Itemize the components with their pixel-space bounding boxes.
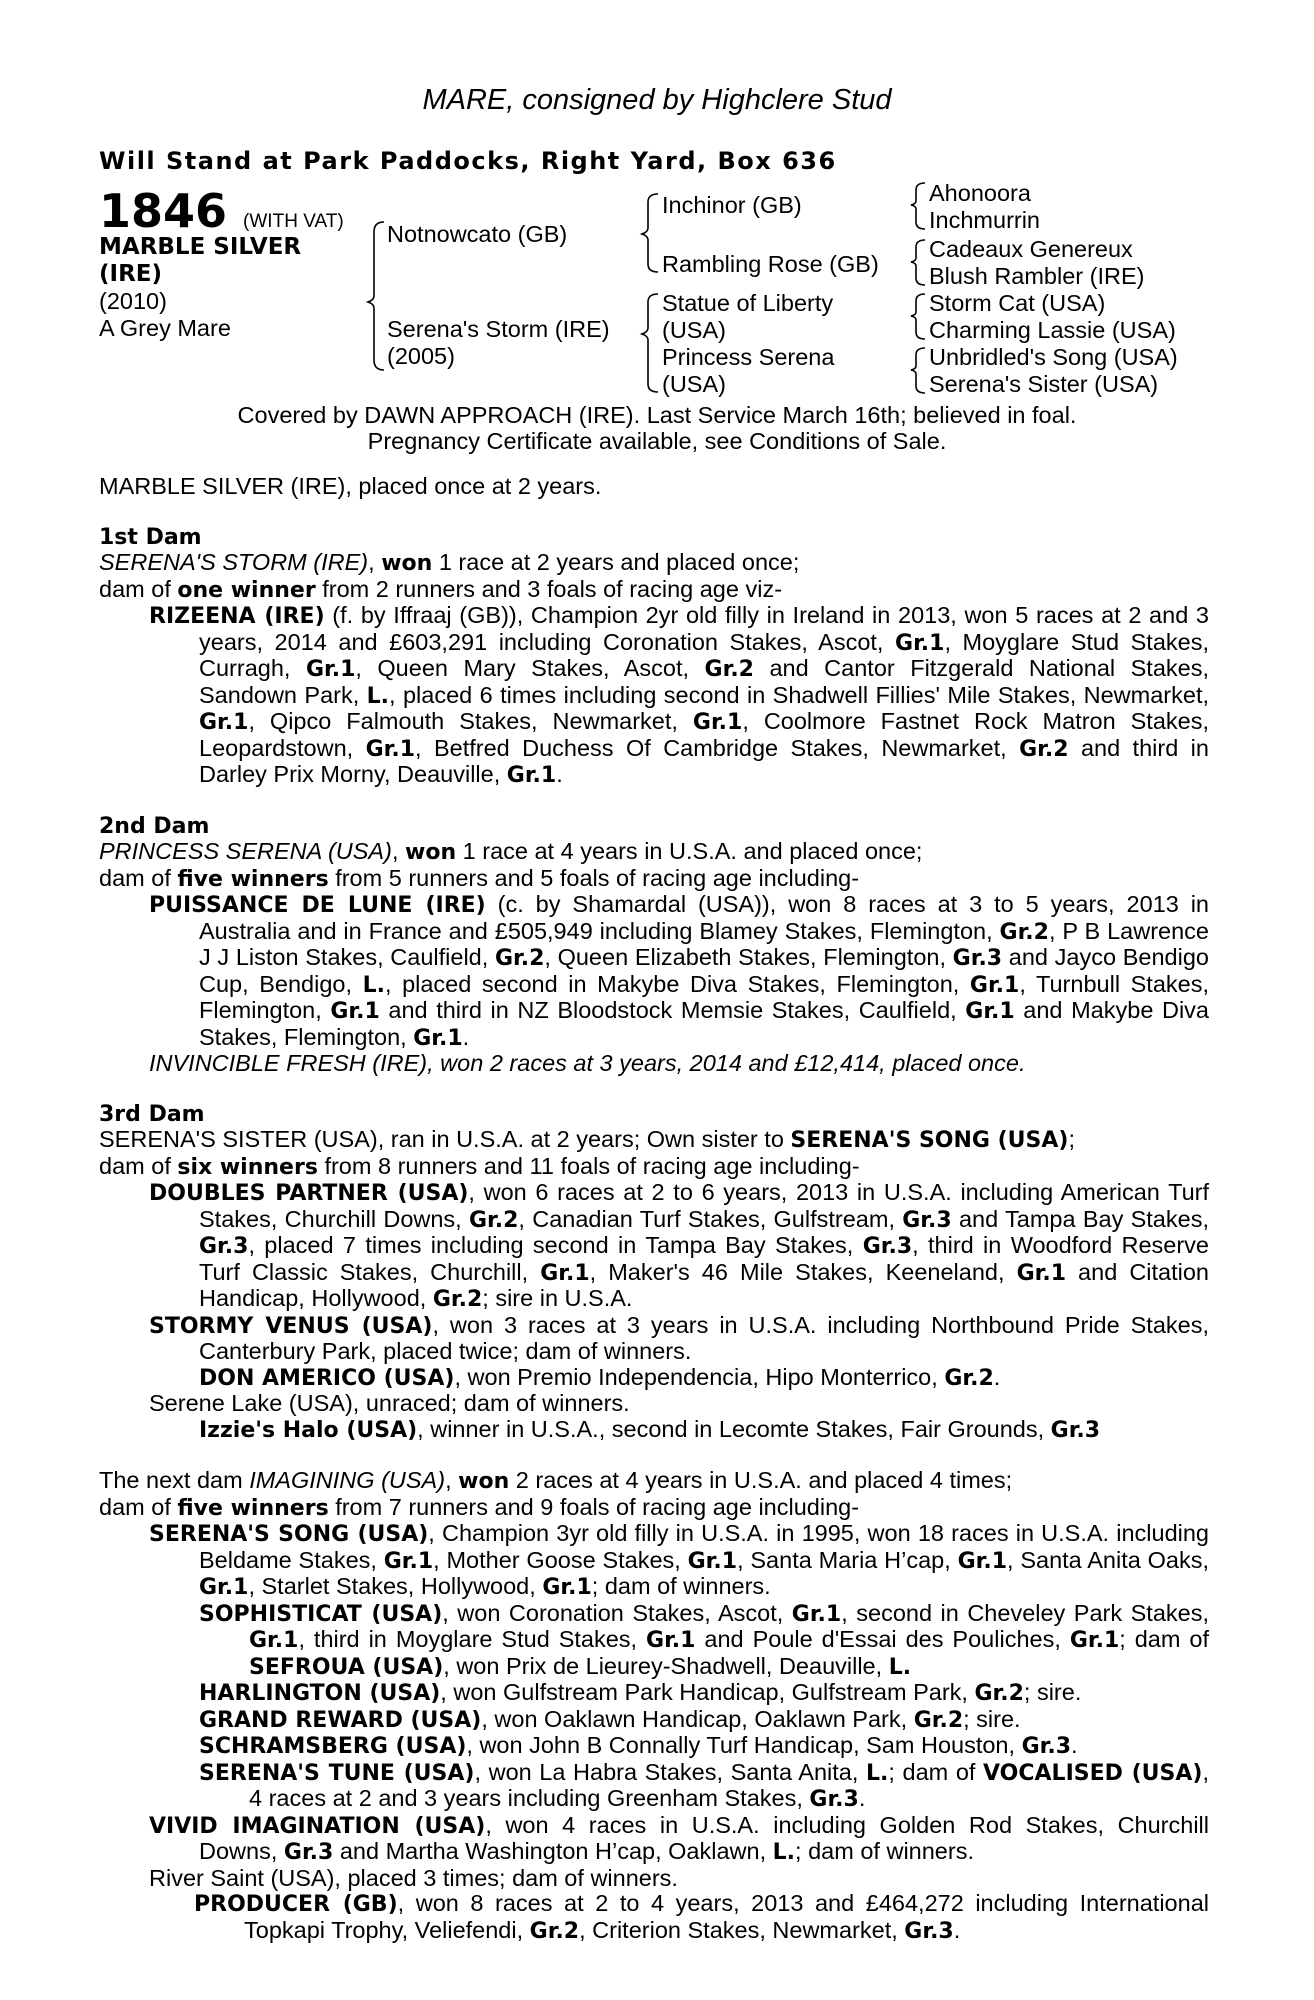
produce-grand-reward: GRAND REWARD (USA), won Oaklawn Handicap, Oaklawn Park, Gr.2; sire. xyxy=(199,1705,1021,1733)
summary-line: MARBLE SILVER (IRE), placed once at 2 years. xyxy=(99,473,602,499)
produce-don-americo: DON AMERICO (USA), won Premio Independencia, Hipo Monterrico, Gr.2. xyxy=(199,1363,1001,1391)
produce-rizeena: RIZEENA (IRE) (f. by Iffraaj (GB)), Champion 2yr old filly in Ireland in 2013, won 5 races at 2 and 3 years, 2014 and £603,291 including Coronation Stakes, Ascot, Gr.1, Moyglare Stud Stakes, Curragh, Gr.1, Queen Mary Stakes, Ascot, Gr.2 and Cantor Fitzgerald National Stakes, Sandown Park, L., placed 6 times including second in Shadwell Fillies' Mile Stakes, Newmarket, Gr.1, Qipco Falmouth Stakes, Newmarket, Gr.1, Coolmore Fastnet Rock Matron Stakes, Leopardstown, Gr.1, Betfred Duchess Of Cambridge Stakes, Newmarket, Gr.2 and third in Darley Prix Morny, Deauville, Gr.1. xyxy=(149,602,1210,788)
bracket-g3-1 xyxy=(911,183,925,229)
horse-description: A Grey Mare xyxy=(99,315,231,341)
second-dam-produce: dam of five winners from 5 runners and 5 foals of racing age including- xyxy=(99,864,860,892)
horse-name-line2: (IRE) xyxy=(99,261,163,287)
pedigree-gen3-5: Storm Cat (USA) xyxy=(929,290,1106,316)
produce-serenas-tune: SERENA'S TUNE (USA), won La Habra Stakes, Santa Anita, L.; dam of VOCALISED (USA), 4 races at 2 and 3 years including Greenham Stakes, Gr.3. xyxy=(199,1758,1209,1812)
location-line: Will Stand at Park Paddocks, Right Yard, Box 636 xyxy=(99,147,837,175)
bracket-sire xyxy=(642,194,658,272)
produce-serene-lake: Serene Lake (USA), unraced; dam of winners. xyxy=(149,1390,630,1416)
pedigree-dam-sire-line2: (USA) xyxy=(662,317,726,343)
bracket-g3-4 xyxy=(911,348,925,393)
pedigree-gen3-3: Cadeaux Genereux xyxy=(929,236,1133,262)
pedigree-dam-dam-line2: (USA) xyxy=(662,371,726,397)
bracket-dam xyxy=(642,294,658,392)
pedigree-sire: Notnowcato (GB) xyxy=(387,221,568,247)
first-dam-line: SERENA'S STORM (IRE), won 1 race at 2 years and placed once; xyxy=(99,549,800,576)
first-dam-heading: 1st Dam xyxy=(99,524,202,550)
pedigree-sire-sire: Inchinor (GB) xyxy=(662,192,802,218)
pedigree-gen3-2: Inchmurrin xyxy=(929,207,1041,233)
produce-puissance-de-lune: PUISSANCE DE LUNE (IRE) (c. by Shamardal (USA)), won 8 races at 3 to 5 years, 2013 in Australia and in France and £505,949 including Blamey Stakes, Flemington, Gr.2, P B Lawrence J J Liston Stakes, Caulfield, Gr.2, Queen Elizabeth Stakes, Flemington, Gr.3 and Jayco Bendigo Cup, Bendigo, L., placed second in Makybe Diva Stakes, Flemington, Gr.1, Turnbull Stakes, Flemington, Gr.1 and third in NZ Bloodstock Memsie Stakes, Caulfield, Gr.1 and Makybe Diva Stakes, Flemington, Gr.1. xyxy=(149,891,1210,1051)
covered-line2: Pregnancy Certificate available, see Conditions of Sale. xyxy=(367,428,947,454)
lot-number: 1846 (WITH VAT) xyxy=(99,184,344,238)
page-title: MARE, consigned by Highclere Stud xyxy=(422,84,892,116)
third-dam-heading: 3rd Dam xyxy=(99,1101,205,1127)
produce-invincible-fresh: INVINCIBLE FRESH (IRE), won 2 races at 3 years, 2014 and £12,414, placed once. xyxy=(149,1050,1026,1076)
third-dam-line: SERENA'S SISTER (USA), ran in U.S.A. at 2 years; Own sister to SERENA'S SONG (USA); xyxy=(99,1126,1075,1153)
pedigree-dam-line2: (2005) xyxy=(387,343,455,369)
produce-izzies-halo: Izzie's Halo (USA), winner in U.S.A., second in Lecomte Stakes, Fair Grounds, Gr.3 xyxy=(199,1415,1101,1443)
pedigree-dam-sire-line1: Statue of Liberty xyxy=(662,290,834,316)
produce-sophisticat: SOPHISTICAT (USA), won Coronation Stakes, Ascot, Gr.1, second in Cheveley Park Stakes, Gr.1, third in Moyglare Stud Stakes, Gr.1 and Poule d'Essai des Pouliches, Gr.1; dam of SEFROUA (USA), won Prix de Lieurey-Shadwell, Deauville, L. xyxy=(199,1599,1210,1680)
produce-doubles-partner: DOUBLES PARTNER (USA), won 6 races at 2 to 6 years, 2013 in U.S.A. including American Turf Stakes, Churchill Downs, Gr.2, Canadian Turf Stakes, Gulfstream, Gr.3 and Tampa Bay Stakes, Gr.3, placed 7 times including second in Tampa Bay Stakes, Gr.3, third in Woodford Reserve Turf Classic Stakes, Churchill, Gr.1, Maker's 46 Mile Stakes, Keeneland, Gr.1 and Citation Handicap, Hollywood, Gr.2; sire in U.S.A. xyxy=(149,1179,1210,1312)
bracket-g3-2 xyxy=(911,240,925,285)
bracket-g3-3 xyxy=(911,294,925,339)
covered-note xyxy=(0,402,1314,454)
second-dam-heading: 2nd Dam xyxy=(99,813,210,839)
bracket-gen1 xyxy=(368,222,384,370)
pedigree-sire-dam: Rambling Rose (GB) xyxy=(662,251,879,277)
pedigree-gen3-8: Serena's Sister (USA) xyxy=(929,371,1159,397)
third-dam-produce: dam of six winners from 8 runners and 11 foals of racing age including- xyxy=(99,1152,860,1180)
second-dam-line: PRINCESS SERENA (USA), won 1 race at 4 years in U.S.A. and placed once; xyxy=(99,838,923,865)
pedigree-gen3-6: Charming Lassie (USA) xyxy=(929,317,1176,343)
pedigree-gen3-1: Ahonoora xyxy=(929,180,1031,206)
pedigree-gen3-4: Blush Rambler (IRE) xyxy=(929,263,1145,289)
produce-producer: PRODUCER (GB), won 8 races at 2 to 4 years, 2013 and £464,272 including International Topkapi Trophy, Veliefendi, Gr.2, Criterion Stakes, Newmarket, Gr.3. xyxy=(194,1890,1209,1944)
pedigree-gen3-7: Unbridled's Song (USA) xyxy=(929,344,1178,370)
pedigree-dam-line1: Serena's Storm (IRE) xyxy=(387,316,610,342)
covered-line1: Covered by DAWN APPROACH (IRE). Last Service March 16th; believed in foal. xyxy=(237,402,1077,428)
next-dam-produce: dam of five winners from 7 runners and 9 foals of racing age including- xyxy=(99,1493,860,1521)
vat-note: (WITH VAT) xyxy=(243,211,344,232)
next-dam-line: The next dam IMAGINING (USA), won 2 races at 4 years in U.S.A. and placed 4 times; xyxy=(99,1467,1013,1494)
produce-river-saint: River Saint (USA), placed 3 times; dam of winners. xyxy=(149,1864,678,1891)
produce-harlington: HARLINGTON (USA), won Gulfstream Park Handicap, Gulfstream Park, Gr.2; sire. xyxy=(199,1679,1082,1706)
first-dam-produce: dam of one winner from 2 runners and 3 foals of racing age viz- xyxy=(99,575,783,603)
produce-record xyxy=(99,474,1209,1944)
horse-name-line1: MARBLE SILVER xyxy=(99,234,302,260)
produce-schramsberg: SCHRAMSBERG (USA), won John B Connally Turf Handicap, Sam Houston, Gr.3. xyxy=(199,1732,1078,1759)
produce-stormy-venus: STORMY VENUS (USA), won 3 races at 3 years in U.S.A. including Northbound Pride Stakes, Canterbury Park, placed twice; dam of winners. xyxy=(149,1311,1209,1364)
produce-vivid-imagination: VIVID IMAGINATION (USA), won 4 races in U.S.A. including Golden Rod Stakes, Churchill Downs, Gr.3 and Martha Washington H’cap, Oaklawn, L.; dam of winners. xyxy=(149,1811,1209,1865)
horse-year: (2010) xyxy=(99,288,167,314)
pedigree-dam-dam-line1: Princess Serena xyxy=(662,344,835,370)
produce-serenas-song: SERENA'S SONG (USA), Champion 3yr old filly in U.S.A. in 1995, won 18 races in U.S.A. including Beldame Stakes, Gr.1, Mother Goose Stakes, Gr.1, Santa Maria H’cap, Gr.1, Santa Anita Oaks, Gr.1, Starlet Stakes, Hollywood, Gr.1; dam of winners. xyxy=(149,1520,1209,1600)
